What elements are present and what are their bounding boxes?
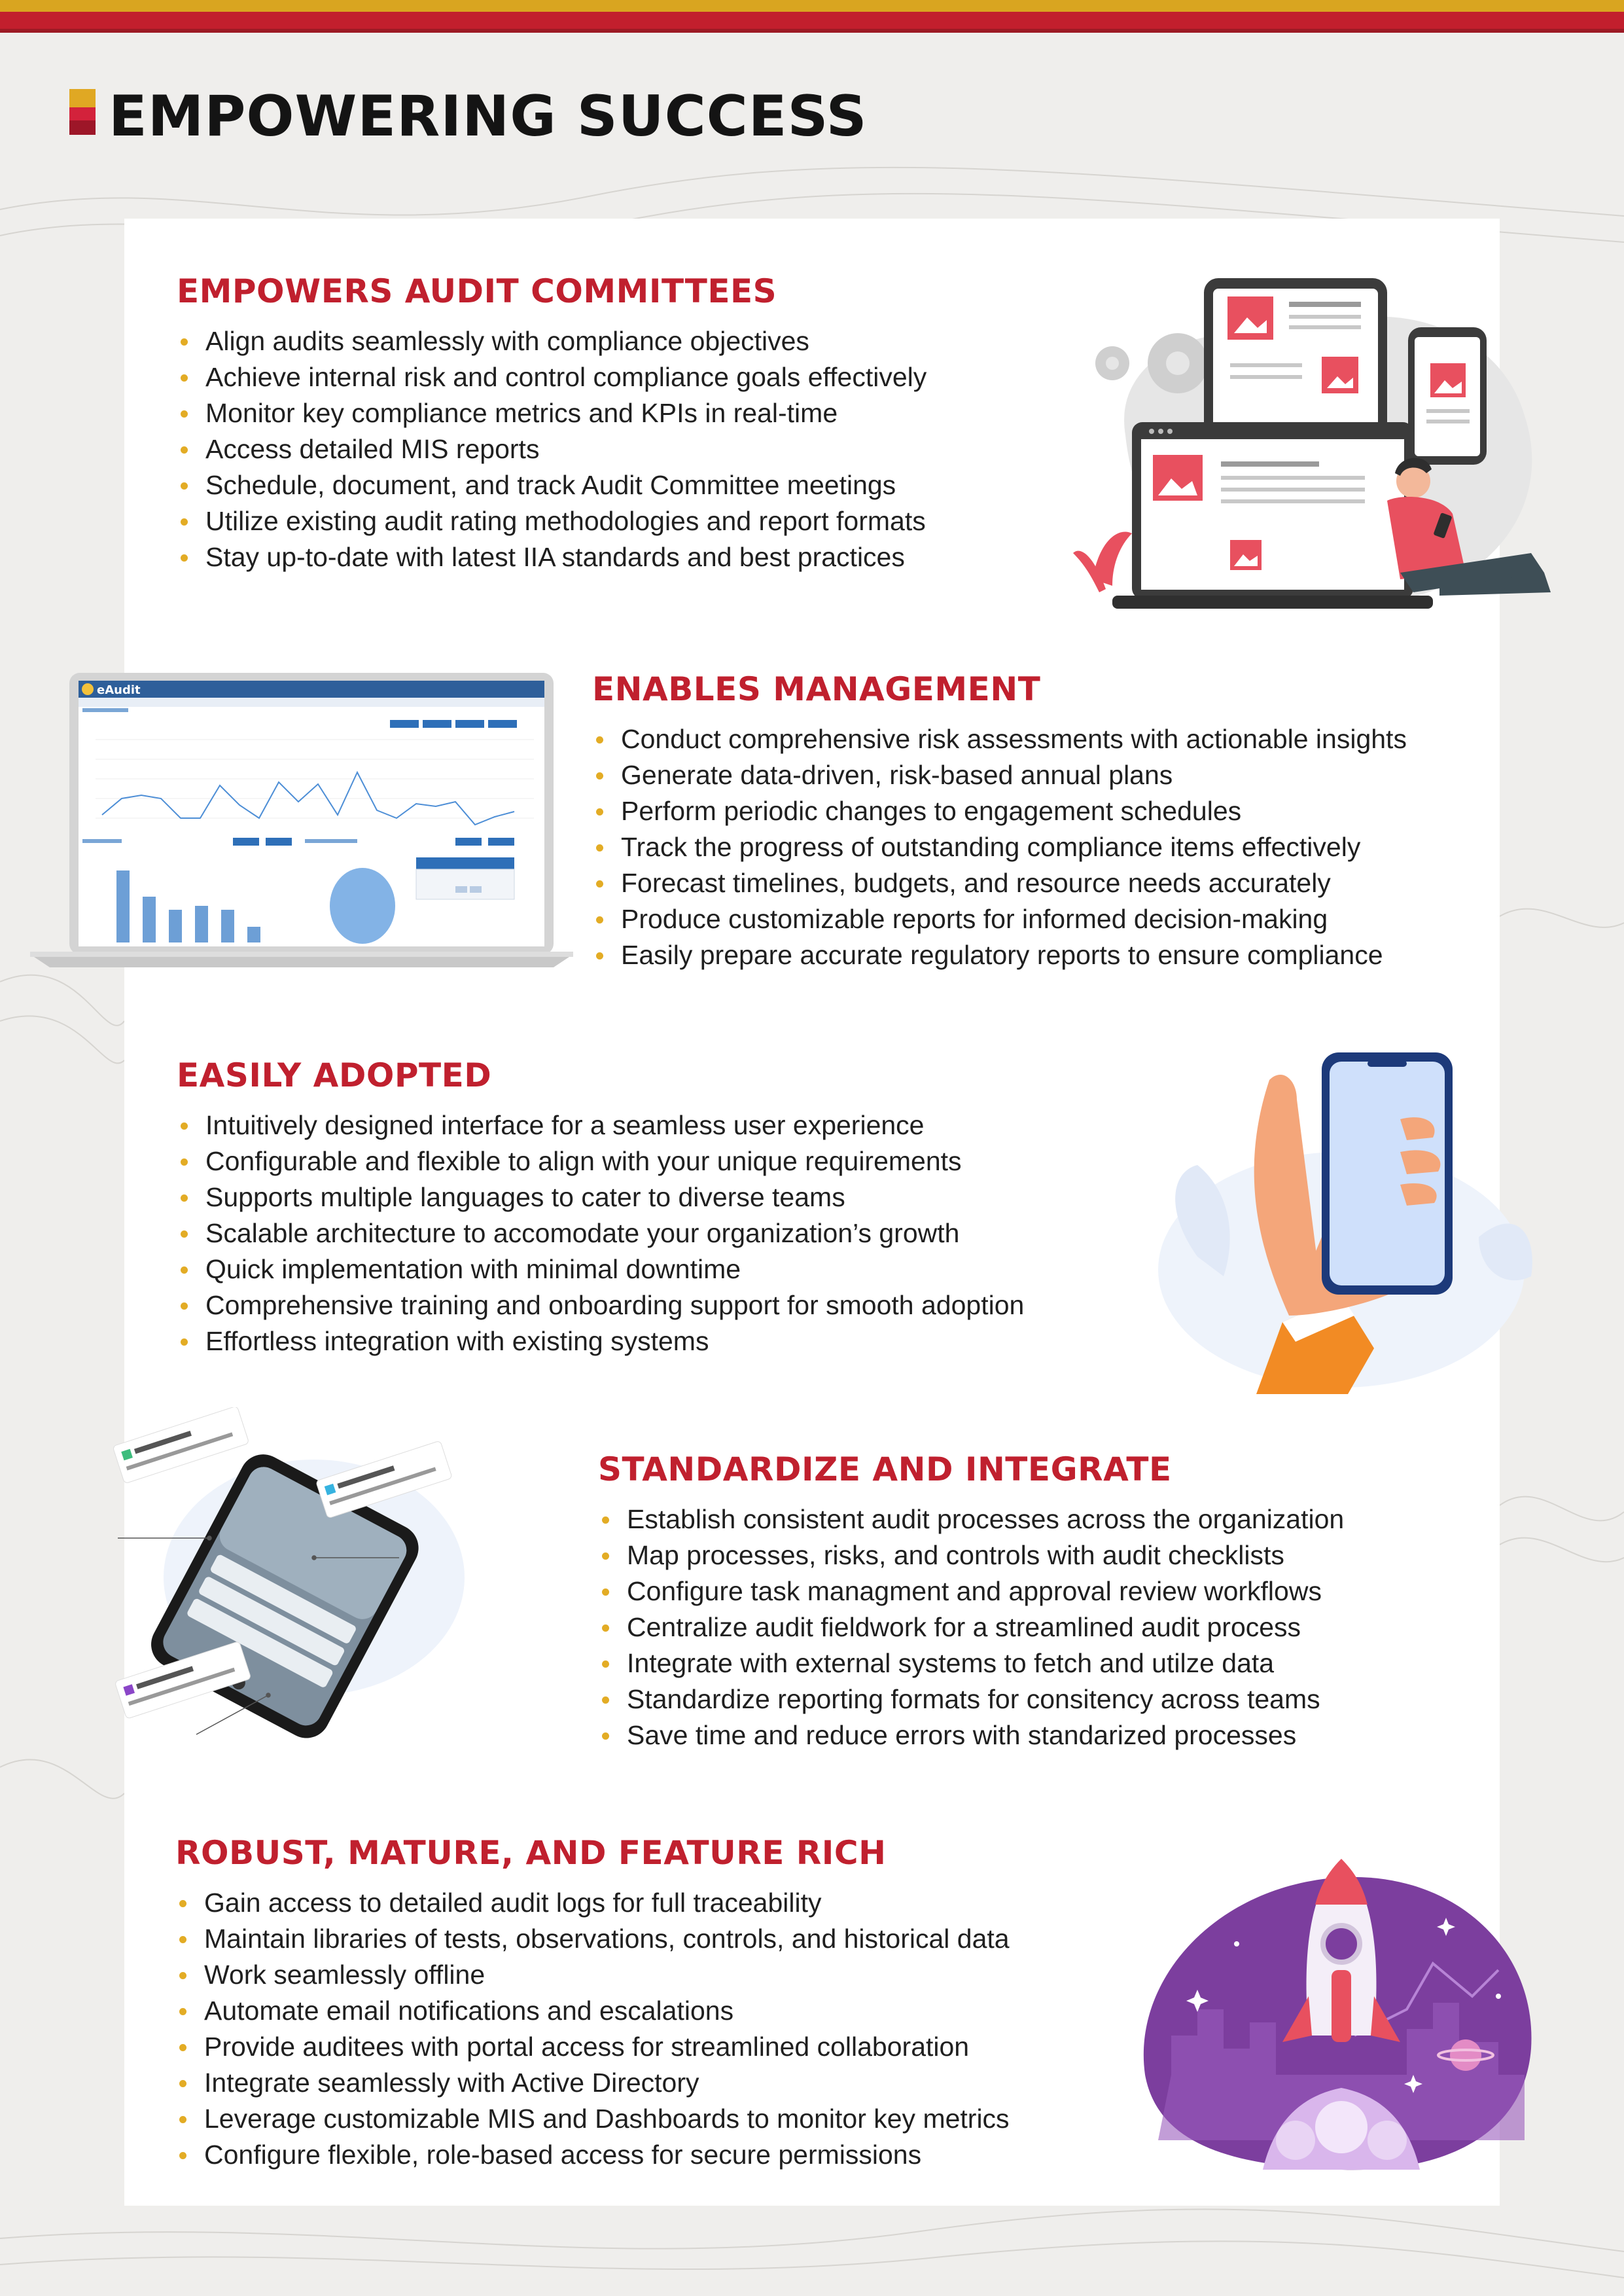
list-item: Supports multiple languages to cater to diverse teams [177,1179,1024,1215]
bullet-icon [179,2116,186,2123]
list-item: Quick implementation with minimal downtime [177,1251,1024,1287]
section-title: EMPOWERS AUDIT COMMITTEES [177,272,777,310]
bullet-icon [181,482,188,490]
bullet-icon [181,1194,188,1202]
bullet-icon [179,1900,186,1907]
list-item: Achieve internal risk and control compliance goals effectively [177,359,927,395]
list-item: Effortless integration with existing systems [177,1323,1024,1359]
list-item: Align audits seamlessly with compliance objectives [177,323,927,359]
hand-phone-illustration [1125,1041,1544,1394]
section-enables-management [592,670,1407,973]
section-title: EASILY ADOPTED [177,1056,492,1094]
list-item: Standardize reporting formats for consitency across teams [598,1681,1344,1717]
list-item: Stay up-to-date with latest IIA standards and best practices [177,539,927,575]
list-item: Leverage customizable MIS and Dashboards to monitor key metrics [175,2101,1010,2137]
list-item: Work seamlessly offline [175,1957,1010,1993]
bullet-icon [181,1122,188,1130]
bullet-icon [181,518,188,526]
bullet-icon [602,1624,609,1632]
bullet-icon [179,2080,186,2087]
bullet-icon [181,410,188,418]
bullet-icon [602,1516,609,1524]
bullet-icon [596,736,603,744]
bullet-icon [596,772,603,780]
bullet-icon [602,1732,609,1740]
bullet-icon [181,1338,188,1346]
top-stripe-dark [0,29,1624,33]
list-item: Gain access to detailed audit logs for full traceability [175,1885,1010,1921]
bullet-icon [596,844,603,852]
section-robust-mature-feature-rich [175,1834,1010,2173]
list-item: Automate email notifications and escalations [175,1993,1010,2029]
bullet-list [598,1501,1344,1753]
list-item: Perform periodic changes to engagement schedules [592,793,1407,829]
list-item: Access detailed MIS reports [177,431,927,467]
list-item: Comprehensive training and onboarding support for smooth adoption [177,1287,1024,1323]
section-title: ENABLES MANAGEMENT [592,670,1041,708]
bullet-icon [596,952,603,960]
bullet-icon [596,916,603,924]
section-title: STANDARDIZE AND INTEGRATE [598,1450,1172,1488]
list-item: Configure flexible, role-based access for secure permissions [175,2137,1010,2173]
phone-notifications-illustration [98,1407,491,1774]
title-accent-mark [69,89,96,135]
bullet-icon [181,1230,188,1238]
list-item: Monitor key compliance metrics and KPIs in real-time [177,395,927,431]
bullet-icon [181,554,188,562]
top-stripe-red [0,12,1624,29]
devices-illustration [1073,265,1577,619]
rocket-illustration [1132,1839,1551,2173]
list-item: Configure task managment and approval review workflows [598,1573,1344,1609]
bullet-icon [596,808,603,816]
bullet-icon [179,2008,186,2015]
dashboard-laptop-illustration [30,668,573,969]
bullet-icon [181,1266,188,1274]
bullet-icon [602,1588,609,1596]
list-item: Save time and reduce errors with standarized processes [598,1717,1344,1753]
bullet-icon [596,880,603,888]
list-item: Integrate seamlessly with Active Directory [175,2065,1010,2101]
bullet-icon [181,446,188,454]
list-item: Easily prepare accurate regulatory reports to ensure compliance [592,937,1407,973]
list-item: Schedule, document, and track Audit Committee meetings [177,467,927,503]
app-name: eAudit [97,683,141,697]
list-item: Configurable and flexible to align with your unique requirements [177,1143,1024,1179]
top-stripe-gold [0,0,1624,12]
list-item: Provide auditees with portal access for streamlined collaboration [175,2029,1010,2065]
bullet-icon [602,1660,609,1668]
list-item: Track the progress of outstanding compliance items effectively [592,829,1407,865]
section-empowers-audit-committees [177,272,927,575]
bullet-list [177,1107,1024,1359]
list-item: Scalable architecture to accomodate your organization’s growth [177,1215,1024,1251]
list-item: Intuitively designed interface for a seamless user experience [177,1107,1024,1143]
bullet-list [592,721,1407,973]
list-item: Conduct comprehensive risk assessments with actionable insights [592,721,1407,757]
bullet-icon [181,1302,188,1310]
list-item: Map processes, risks, and controls with audit checklists [598,1537,1344,1573]
list-item: Maintain libraries of tests, observations, controls, and historical data [175,1921,1010,1957]
bullet-icon [179,1936,186,1943]
section-standardize-and-integrate [598,1450,1344,1753]
list-item: Generate data-driven, risk-based annual plans [592,757,1407,793]
list-item: Produce customizable reports for informed decision-making [592,901,1407,937]
section-easily-adopted [177,1056,1024,1359]
list-item: Centralize audit fieldwork for a streamlined audit process [598,1609,1344,1645]
list-item: Utilize existing audit rating methodologies and report formats [177,503,927,539]
bullet-list [175,1885,1010,2173]
page-title: EMPOWERING SUCCESS [109,84,868,149]
bullet-icon [181,338,188,346]
bullet-icon [179,1972,186,1979]
bullet-icon [179,2044,186,2051]
bullet-icon [602,1696,609,1704]
bullet-icon [179,2152,186,2159]
section-title: ROBUST, MATURE, AND FEATURE RICH [175,1834,887,1872]
bullet-icon [602,1552,609,1560]
bullet-list [177,323,927,575]
bullet-icon [181,374,188,382]
bullet-icon [181,1158,188,1166]
list-item: Forecast timelines, budgets, and resource needs accurately [592,865,1407,901]
list-item: Establish consistent audit processes across the organization [598,1501,1344,1537]
list-item: Integrate with external systems to fetch and utilze data [598,1645,1344,1681]
